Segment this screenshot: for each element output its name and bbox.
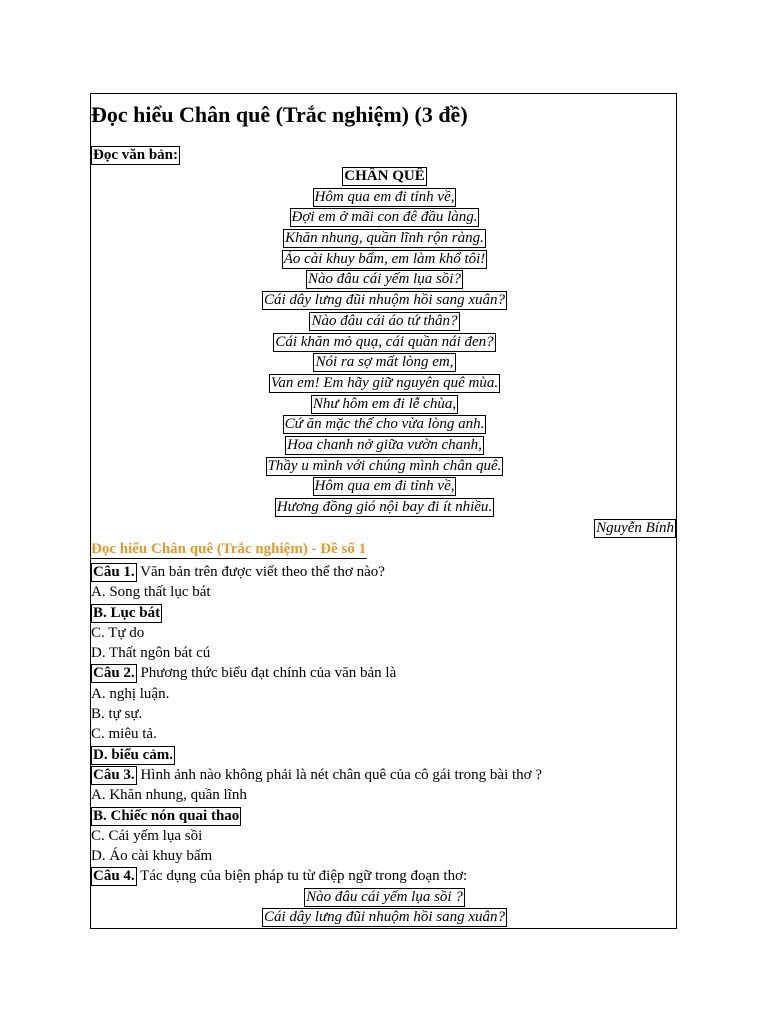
poem-line: Cái dây lưng đũi nhuộm hồi sang xuân? <box>263 292 506 309</box>
document-title: Đọc hiểu Chân quê (Trắc nghiệm) (3 đề) <box>91 102 468 127</box>
poem <box>91 166 678 518</box>
poem-line: Hương đồng gió nội bay đi ít nhiều. <box>276 499 493 515</box>
quote-line: Cái dây lưng đũi nhuộm hồi sang xuân? <box>263 909 506 926</box>
section-title-link[interactable]: Đọc hiểu Chân quê (Trắc nghiệm) - Đề số 1 <box>91 541 367 557</box>
poem-line: Khăn nhung, quần lĩnh rộn ràng. <box>285 230 484 247</box>
answer-correct: B. Chiếc nón quai thao <box>93 807 240 824</box>
poem-author: Nguyễn Bính <box>596 520 674 536</box>
poem-line: Cái khăn mỏ quạ, cái quần nái đen? <box>275 333 494 350</box>
answer-option: A. Song thất lục bát <box>91 584 211 601</box>
answer-option: C. Cái yếm lụa sồi <box>91 827 203 844</box>
poem-line: Cứ ăn mặc thế cho vừa lòng anh. <box>284 416 485 433</box>
poem-line: Hôm qua em đi tỉnh về, <box>314 478 455 495</box>
poem-line: Đợi em ở mãi con đê đầu làng. <box>291 209 478 226</box>
poem-line: Áo cài khuy bấm, em làm khổ tôi! <box>283 250 486 267</box>
poem-line: Nào đâu cái áo tứ thân? <box>311 312 458 329</box>
poem-title: CHÂN QUÊ <box>344 168 425 184</box>
question-label: Câu 2. <box>93 665 135 682</box>
question-3: Câu 3. Hình ảnh nào không phải là nét chân quê của cô gái trong bài thơ ? <box>93 766 542 783</box>
answer-correct: D. biểu cảm. <box>93 746 173 763</box>
question-label: Câu 4. <box>93 868 135 885</box>
answer-option: A. nghị luận. <box>91 685 170 702</box>
question-list <box>91 562 678 927</box>
answer-option: C. miêu tả. <box>91 726 157 743</box>
poem-line: Hôm qua em đi tỉnh về, <box>314 188 455 205</box>
answer-option: C. Tự do <box>91 624 145 641</box>
poem-line: Van em! Em hãy giữ nguyên quê mùa. <box>270 374 499 391</box>
read-text-label: Đọc văn bản: <box>93 147 179 163</box>
poem-line: Nói ra sợ mất lòng em, <box>315 354 454 371</box>
poem-line: Thầy u mình với chúng mình chân quê. <box>267 457 502 474</box>
question-2: Câu 2. Phương thức biểu đạt chính của văn bản là <box>93 665 397 682</box>
quote-line: Nào đâu cái yếm lụa sồi ? <box>306 888 463 905</box>
question-1: Câu 1. Văn bản trên được viết theo thể thơ nào? <box>93 564 385 580</box>
poem-line: Hoa chanh nở giữa vườn chanh, <box>287 436 482 453</box>
answer-option: D. Áo cài khuy bấm <box>91 848 213 865</box>
answer-option: B. tự sự. <box>91 706 143 723</box>
poem-line: Nào đâu cái yếm lụa sồi? <box>308 271 461 288</box>
answer-option: D. Thất ngôn bát cú <box>91 645 211 662</box>
answer-correct: B. Lục bát <box>93 604 161 621</box>
question-label: Câu 1. <box>93 564 135 580</box>
question-label: Câu 3. <box>93 766 135 783</box>
poem-line: Như hôm em đi lễ chùa, <box>312 395 457 412</box>
answer-option: A. Khăn nhung, quần lĩnh <box>91 787 247 804</box>
question-4: Câu 4. Tác dụng của biện pháp tu từ điệp ngữ trong đoạn thơ: <box>93 868 468 885</box>
document-page <box>90 93 677 929</box>
